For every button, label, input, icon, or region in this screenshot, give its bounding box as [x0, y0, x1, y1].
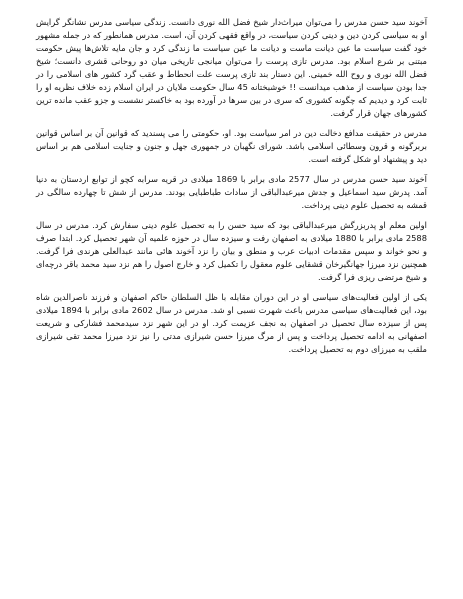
paragraph-politics: مدرس در حقیقت مدافع دخالت دین در امر سیاست بود. او، حکومتی را می پسندید که قوانین آن بر اساس قوانین بربرگونه و قرون وسطائی اسلامی باشد. شورای نگهبان در جمهوری جهل و جنون و جنایت اسلامی هم بر اساس دید و پیشنهاد او شکل گرفته است. [36, 128, 427, 164]
paragraph-activities: یکی از اولین فعالیت‌های سیاسی او در این دوران مقابله با ظل السلطان حاکم اصفهان و فرزند ناصرالدین شاه بود، این فعالیت‌های سیاسی مدرس باعث شهرت نسبی او شد. مدرس در سال 2602 مادی برابر با 1894 میلادی پس از سیزده سال تحصیل در اصفهان به نجف عزیمت کرد. او در این شهر نزد سیدمحمد فشارکی و شریعت اصفهانی به ادامه تحصیل پرداخت و پس از مرگ میرزا حسن شیرازی مدتی را نیز نزد میرزا محمد تقی شیرازی ملقب به میرزای دوم به تحصیل پرداخت. [36, 292, 427, 354]
paragraph-intro: آخوند سید حسن مدرس را می‌توان میراث‌دار شیخ فضل الله نوری دانست. زندگی سیاسی مدرس نشانگر گرایش او به سیاسی کردن دین و دینی کردن سیاست، در واقع فقهی کردن آن، است. مدرس همانطور که در جمله مشهور خود گفت سیاست ما عین دیانت ماست و دیانت ما عین سیاست ما زندگی کرد و جان مایه تلاش‌ها پیش حکومت مبتنی بر شرع اسلام بود. مدرس تازی پرست را می‌توان میانجی تاریخی میان دو روحانی قشری دانست؛ شیخ فضل الله نوری و روح الله خمینی. این دستار بند تازی پرست علت انحطاط و عقب گرد کشور های اسلامی را در جدا بودن سیاست از مذهب میدانست !! خوشبختانه 45 سال حکومت ملایان در ایران اسلام زده خلاف نظریه او را ثابت کرد و دیدیم که چگونه کشوری که سری در بین سرها در آورده بود به خاکستر نشست و جزو عقب مانده ترین کشورهای جهان قرار گرفت. [36, 17, 428, 118]
paragraph-birth: آخوند سید حسن مدرس در سال 2577 مادی برابر با 1869 میلادی در قریه سرابه کچو از توابع اردستان به دنیا آمد. پدرش سید اسماعیل و جدش میرعبدالباقی از سادات طباطبایی بودند. مدرس از شش تا چهارده سالگی در قمشه به تحصیل علوم دینی پرداخت. [36, 174, 427, 210]
paragraph-education: اولین معلم او پدربزرگش میرعبدالباقی بود که سید حسن را به تحصیل علوم دینی سفارش کرد. مدرس در سال 2588 مادی برابر با 1880 میلادی به اصفهان رفت و سیزده سال در حوزه علمیه آن شهر تحصیل کرد. ابتدا صرف و نحو خواند و سپس مقدمات ادبیات عرب و منطق و بیان را نزد آخوند هائی مانند عبدالعلی هرندی فرا گرفت. همچنین نزد میرزا جهانگیرخان قشقایی علوم معقول را تکمیل کرد و خارج اصول را هم نزد سید محمد باقر درچه‌ای و شیخ مرتضی ریزی فرا گرفت. [36, 220, 427, 282]
